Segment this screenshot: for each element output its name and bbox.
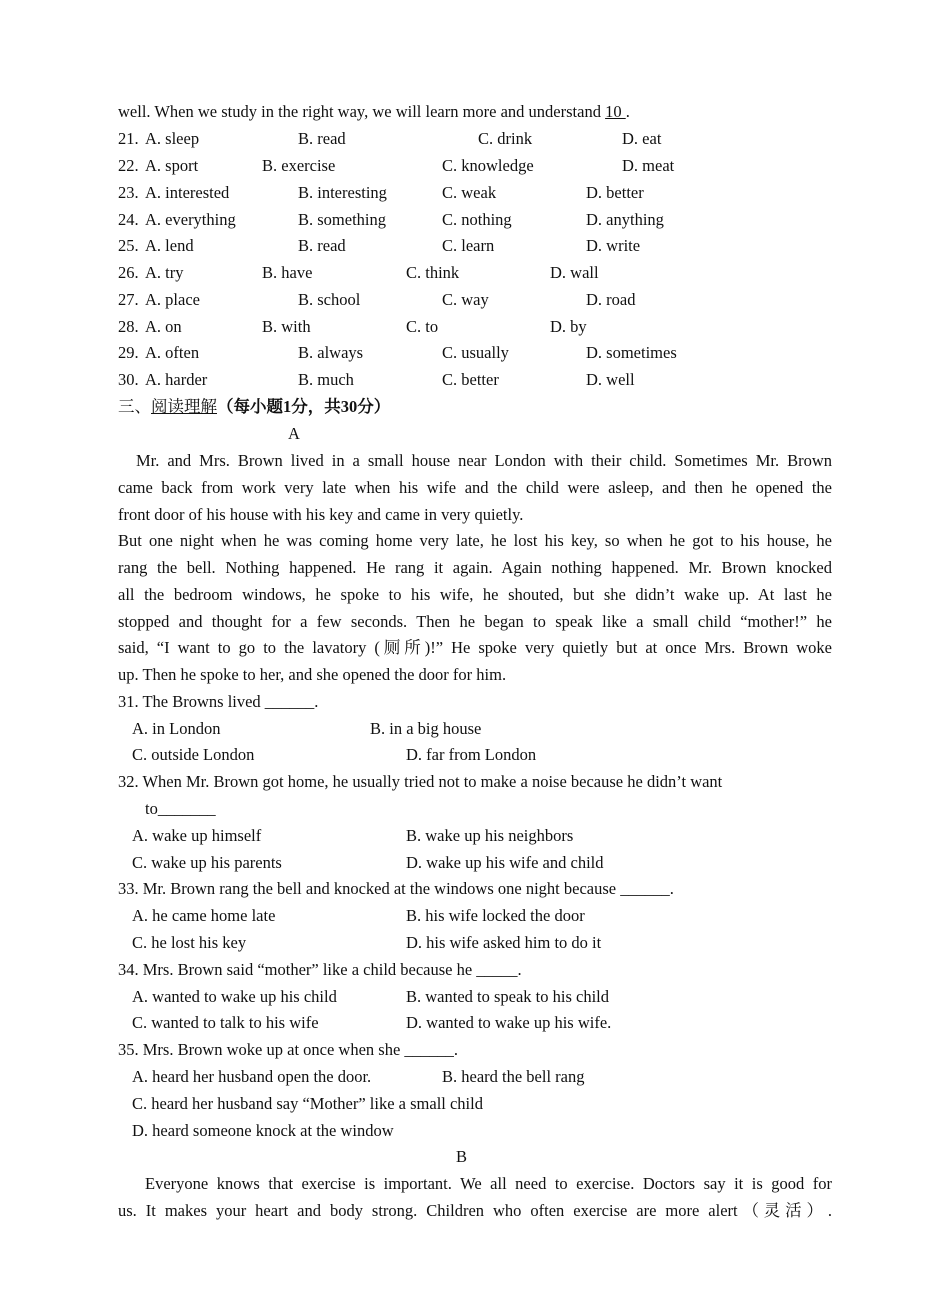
q25-option-b: B. read [298,236,346,255]
q33-option-c: C. he lost his key [132,933,247,952]
q24-option-c: C. nothing [442,210,512,229]
q32-stem-cont: to_______ [145,799,216,818]
q32-stem: 32. When Mr. Brown got home, he usually tried not to make a noise because he didn’t want [118,772,723,791]
q31-option-c: C. outside London [132,745,255,764]
q26-num: 26. [118,263,139,282]
q26-option-c: C. think [406,263,460,282]
intro-blank: 10 [605,102,626,121]
q25-num: 25. [118,236,139,255]
passage-a-line: up. Then he spoke to her, and she opened the door for him. [118,665,507,684]
q21-option-c: C. drink [478,129,533,148]
q28-option-b: B. with [262,317,311,336]
q35-option-d: D. heard someone knock at the window [132,1121,394,1140]
passage-a-line: Mr. and Mrs. Brown lived in a small house near London with their child. Sometimes Mr. Brown [136,451,832,470]
q34-option-d: D. wanted to wake up his wife. [406,1013,612,1032]
q21-option-a: A. sleep [145,129,200,148]
q22-option-d: D. meat [622,156,675,175]
passage-a-line: But one night when he was coming home very late, he lost his key, so when he got to his house, he [118,531,832,550]
q32-option-a: A. wake up himself [132,826,262,845]
q31-option-d: D. far from London [406,745,537,764]
q24-option-d: D. anything [586,210,664,229]
q29-option-d: D. sometimes [586,343,677,362]
intro-text: well. When we study in the right way, we will learn more and understand [118,102,606,121]
q35-stem: 35. Mrs. Brown woke up at once when she ______. [118,1040,459,1059]
q22-num: 22. [118,156,139,175]
q35-option-b: B. heard the bell rang [442,1067,585,1086]
q22-option-a: A. sport [145,156,199,175]
passage-a-line: said, “I want to go to the lavatory (厕所)!” He spoke very quietly but at once Mrs. Brown woke [118,638,832,657]
q26-option-b: B. have [262,263,313,282]
passage-a-line: front door of his house with his key and came in very quietly. [118,505,524,524]
q28-option-c: C. to [406,317,439,336]
passage-a-line: rang the bell. Nothing happened. He rang it again. Again nothing happened. Mr. Brown knocked [118,558,832,577]
intro-line [118,102,630,122]
passage-a-line: stopped and thought for a few seconds. Then he began to speak like a small child “mother!” he [118,612,832,631]
q21-num: 21. [118,129,139,148]
q22-option-b: B. exercise [262,156,336,175]
q23-num: 23. [118,183,139,202]
q29-option-c: C. usually [442,343,509,362]
q26-option-d: D. wall [550,263,599,282]
q29-num: 29. [118,343,139,362]
q26-option-a: A. try [145,263,184,282]
q34-option-a: A. wanted to wake up his child [132,987,337,1006]
q30-option-a: A. harder [145,370,208,389]
q23-option-d: D. better [586,183,644,202]
q32-option-d: D. wake up his wife and child [406,853,604,872]
q34-option-c: C. wanted to talk to his wife [132,1013,319,1032]
section-note: （每小题1分，共30分） [217,397,391,416]
passage-a-line: all the bedroom windows, he spoke to his wife, he shouted, but she didn’t wake up. At last he [118,585,832,604]
q30-num: 30. [118,370,139,389]
q21-option-d: D. eat [622,129,662,148]
passage-b-line: Everyone knows that exercise is important. We all need to exercise. Doctors say it is good for [145,1174,832,1193]
passage-b-line: us. It makes your heart and body strong. Children who often exercise are more alert（灵活）. [118,1201,832,1220]
q24-option-a: A. everything [145,210,236,229]
q29-option-a: A. often [145,343,200,362]
passage-b-label: B [456,1147,468,1166]
q21-option-b: B. read [298,129,346,148]
passage-a-label: A [288,424,300,443]
q35-option-c: C. heard her husband say “Mother” like a small child [132,1094,483,1113]
q23-option-b: B. interesting [298,183,387,202]
q33-stem: 33. Mr. Brown rang the bell and knocked at the windows one night because ______. [118,879,674,898]
q28-option-d: D. by [550,317,587,336]
q24-option-b: B. something [298,210,387,229]
q34-option-b: B. wanted to speak to his child [406,987,610,1006]
q28-option-a: A. on [145,317,182,336]
q27-option-a: A. place [145,290,200,309]
q34-stem: 34. Mrs. Brown said “mother” like a child because he _____. [118,960,522,979]
q31-option-a: A. in London [132,719,221,738]
section-heading [118,397,390,417]
q30-option-c: C. better [442,370,499,389]
q33-option-a: A. he came home late [132,906,276,925]
q23-option-a: A. interested [145,183,230,202]
q32-option-b: B. wake up his neighbors [406,826,574,845]
q27-num: 27. [118,290,139,309]
q25-option-a: A. lend [145,236,194,255]
q31-stem: 31. The Browns lived ______. [118,692,319,711]
intro-end: . [625,102,630,121]
q27-option-c: C. way [442,290,489,309]
q27-option-d: D. road [586,290,636,309]
q35-option-a: A. heard her husband open the door. [132,1067,372,1086]
q25-option-c: C. learn [442,236,495,255]
section-prefix: 三、 [118,397,151,416]
q25-option-d: D. write [586,236,641,255]
q27-option-b: B. school [298,290,361,309]
q30-option-b: B. much [298,370,354,389]
q24-num: 24. [118,210,139,229]
q23-option-c: C. weak [442,183,497,202]
q31-option-b: B. in a big house [370,719,482,738]
q30-option-d: D. well [586,370,635,389]
section-title: 阅读理解 [151,397,217,416]
q22-option-c: C. knowledge [442,156,534,175]
q33-option-d: D. his wife asked him to do it [406,933,602,952]
q29-option-b: B. always [298,343,364,362]
q32-option-c: C. wake up his parents [132,853,282,872]
passage-a-line: came back from work very late when his wife and the child were asleep, and then he opened the [118,478,832,497]
q28-num: 28. [118,317,139,336]
q33-option-b: B. his wife locked the door [406,906,585,925]
